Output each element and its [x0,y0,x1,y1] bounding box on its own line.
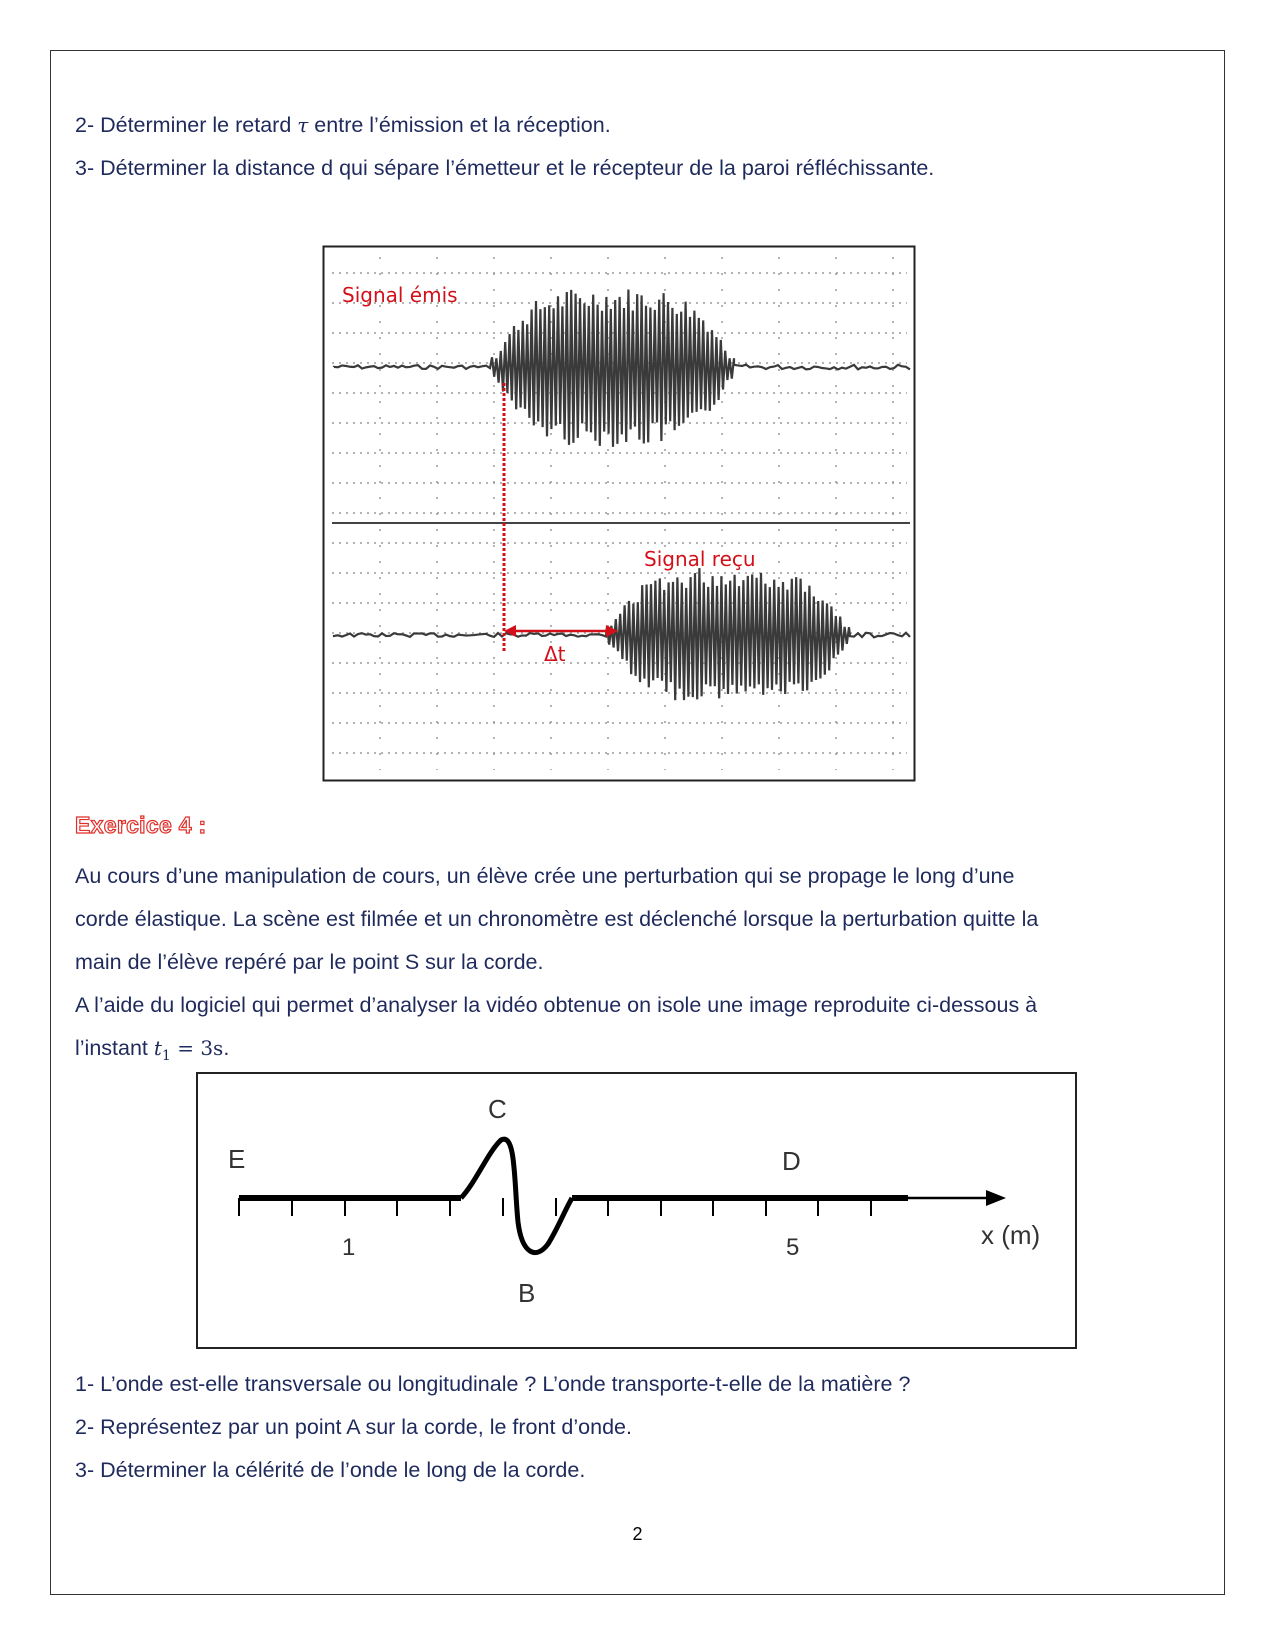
instant-prefix: l’instant [75,1036,154,1060]
page-number: 2 [632,1524,643,1544]
exercise-intro-line-2: corde élastique. La scène est filmée et un chronomètre est déclenché lorsque la perturbation quitte la [75,907,1039,931]
exercise-intro-line-1: Au cours d’une manipulation de cours, un élève crée une perturbation qui se propage le long d’une [75,864,1015,888]
question-2-text-start: 2- Déterminer le retard [75,113,298,137]
x-axis-label: x (m) [981,1220,1041,1250]
point-c-label: C [488,1094,507,1124]
instant-formula [153,1036,224,1064]
rope-figure-border [197,1073,1076,1348]
oscillogram-figure [322,245,916,782]
exercise-intro-line-3: main de l’élève repéré par le point S sur la corde. [75,950,544,974]
exercise-question-1: 1- L’onde est-elle transversale ou longitudinale ? L’onde transporte-t-elle de la matière ? [75,1372,911,1396]
tau-symbol: τ [297,113,309,137]
point-e-label: E [228,1144,246,1174]
exercise-intro-line-5 [75,1034,229,1070]
rope-figure [196,1072,1077,1349]
question-3-distance: 3- Déterminer la distance d qui sépare l’émetteur et le récepteur de la paroi réfléchissante. [75,156,935,180]
point-b-label: B [518,1278,536,1308]
instant-var: t [153,1036,162,1060]
tick-label-5: 5 [786,1234,800,1261]
label-delay: Δt [544,642,566,666]
tick-label-1: 1 [342,1234,356,1261]
point-d-label: D [782,1146,801,1176]
label-signal-received: Signal reçu [644,547,756,571]
exercise-question-2: 2- Représentez par un point A sur la corde, le front d’onde. [75,1415,632,1439]
exercise-4-title: Exercice 4 : [75,812,207,838]
question-2-text-end: entre l’émission et la réception. [308,113,611,137]
instant-equation: = 3s [170,1036,224,1060]
exercise-intro-line-4: A l’aide du logiciel qui permet d’analyser la vidéo obtenue on isole une image reproduite ci-dessous à [75,993,1038,1017]
exercise-question-3: 3- Déterminer la célérité de l’onde le long de la corde. [75,1458,586,1482]
label-signal-emitted: Signal émis [342,283,458,307]
instant-end: . [223,1036,230,1060]
instant-sub: 1 [161,1048,171,1064]
question-2-delay [75,111,611,139]
